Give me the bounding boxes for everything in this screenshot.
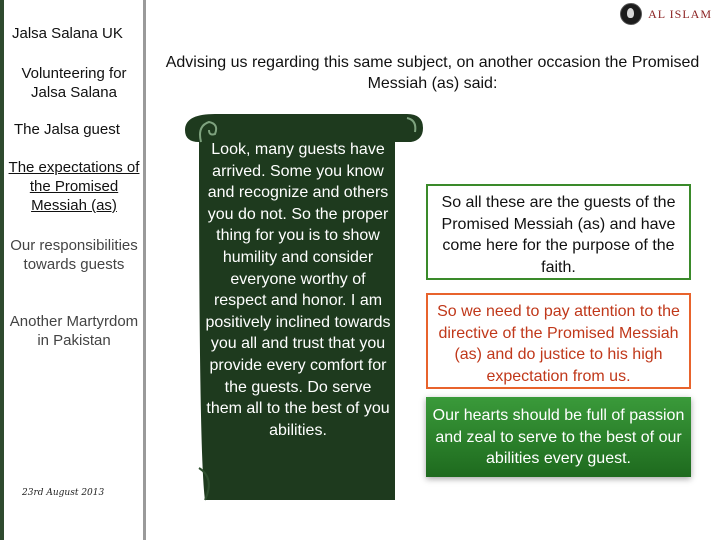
directive-box: So we need to pay attention to the directive of the Promised Messiah (as) and do justice to his high expectation from us.	[426, 293, 691, 389]
sidebar-item-expectations[interactable]: The expectations of the Promised Messiah (as)	[8, 159, 140, 214]
sidebar	[0, 0, 146, 540]
sidebar-item-martyrdom[interactable]: Another Martyrdom in Pakistan	[9, 313, 139, 349]
sidebar-item-volunteering[interactable]: Volunteering for Jalsa Salana	[21, 65, 127, 101]
header-text: Advising us regarding this same subject, on another occasion the Promised Messiah (as) said:	[165, 54, 700, 92]
hearts-box: Our hearts should be full of passion and zeal to serve to the best of our abilities every guest.	[426, 397, 691, 477]
scroll-quote: Look, many guests have arrived. Some you know and recognize and others you do not. So the proper thing for you is to show humility and consider everyone worthy of respect and honor. I am positively inclined towards you all and trust that you provide every comfort for the guests. Do serve them all to the best of you abilities.	[205, 141, 391, 439]
sidebar-title[interactable]: Jalsa Salana UK	[12, 25, 123, 42]
slide-date: 23rd August 2013	[22, 488, 105, 498]
al-islam-logo-icon	[620, 3, 642, 25]
guests-box: So all these are the guests of the Promised Messiah (as) and have come here for the purpose of the faith.	[426, 184, 691, 280]
logo-text: AL ISLAM	[648, 6, 712, 21]
sidebar-accent	[0, 0, 4, 540]
sidebar-item-jalsa-guest[interactable]: The Jalsa guest	[14, 121, 120, 138]
al-islam-logo	[620, 3, 712, 25]
sidebar-item-responsibilities[interactable]: Our responsibilities towards guests	[10, 237, 138, 273]
